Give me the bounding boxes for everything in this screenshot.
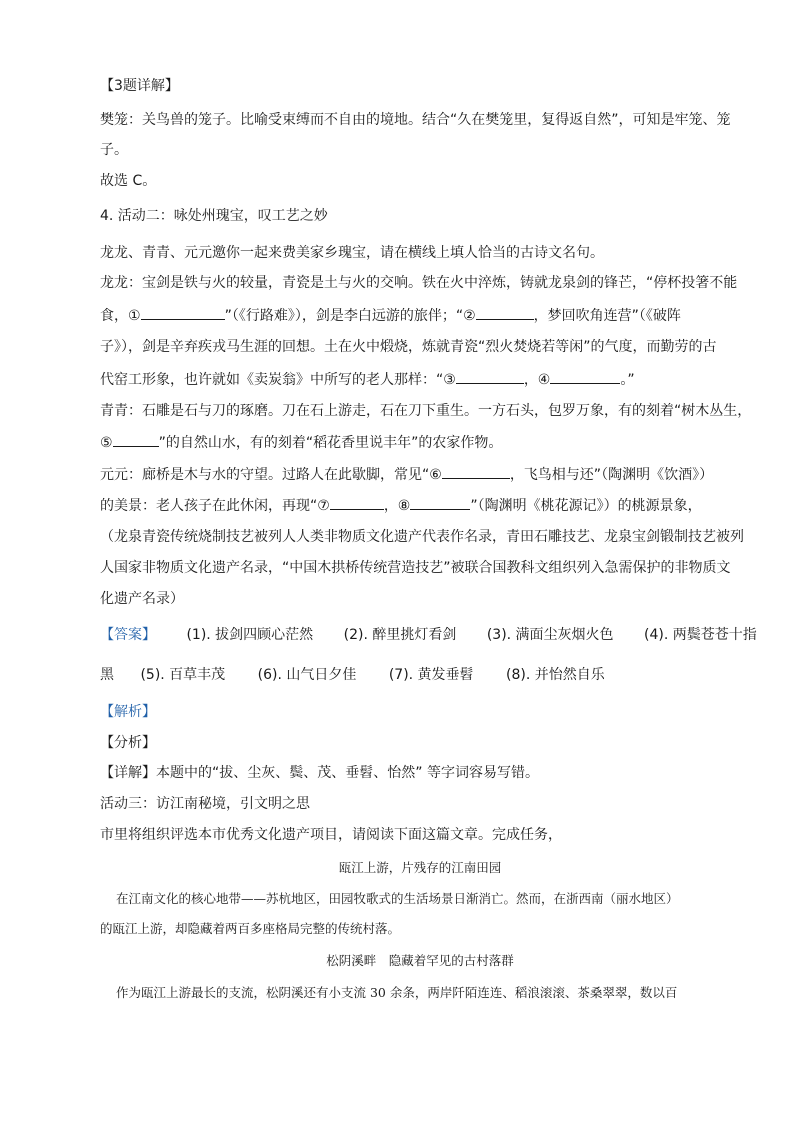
answer-item: (2). 醉里挑灯看剑 <box>343 627 457 643</box>
act3-intro: 市里将组织评选本市优秀文化遗产项目，请阅读下面这篇文章。完成任务， <box>100 827 562 843</box>
answer-item: (6). 山气日夕佳 <box>257 667 357 683</box>
qingqing-line-2 <box>100 432 740 453</box>
longlong-line-1: 龙龙：宝剑是铁与火的较量，青瓷是土与火的交响。铁在火中淬炼，铸就龙泉剑的锋芒，“停杯投箸不能 <box>100 275 738 291</box>
blank-7 <box>330 495 384 510</box>
longlong-line-4 <box>100 369 740 390</box>
explain-line-2: 子。 <box>100 142 128 158</box>
answer-item: (7). 黄发垂髫 <box>388 667 474 683</box>
longlong-line-2 <box>100 305 740 326</box>
yuanyuan-line-1 <box>100 464 740 485</box>
answer-label: 【答案】 <box>100 627 156 643</box>
explain-line-3: 故选 C。 <box>100 173 157 189</box>
article-p2-line-1: 作为瓯江上游最长的支流，松阴溪还有小支流 30 余条，两岸阡陌连连、稻浪滚滚、茶桑翠翠，数以百 <box>116 985 678 1000</box>
answer-item: 黑 <box>100 667 114 683</box>
blank-1 <box>141 305 225 320</box>
text: 。” <box>620 372 635 388</box>
answer-item: (1). 拔剑四顾心茫然 <box>186 627 314 643</box>
detail-text: 本题中的“拔、尘灰、鬓、茂、垂髫、怡然” 等字词容易写错。 <box>156 765 539 781</box>
text: ”（陶渊明《桃花源记》）的桃源景象， <box>470 498 702 514</box>
text: ”的自然山水，有的刻着“稻花香里说丰年”的农家作物。 <box>158 435 503 451</box>
answer-item: (5). 百草丰茂 <box>140 667 226 683</box>
answer-item: (8). 并怡然自乐 <box>506 667 605 683</box>
note-line-2: 人国家非物质文化遗产名录，“中国木拱桥传统营造技艺”被联合国教科文组织列入急需保护的非物质文 <box>100 560 731 576</box>
blank-5 <box>113 432 159 447</box>
blank-6 <box>442 464 510 479</box>
text: ”（《行路难》），剑是李白远游的旅伴；“② <box>224 308 476 324</box>
text: 食，① <box>100 308 141 324</box>
qingqing-line-1: 青青：石雕是石与刀的琢磨。刀在石上游走，石在刀下重生。一方石头，包罗万象，有的刻着“树木丛生， <box>100 403 752 419</box>
answer-line-2 <box>100 665 740 685</box>
text: ，飞鸟相与还”（陶渊明《饮酒》） <box>509 467 714 483</box>
text: ，梦回吹角连营”（《破阵 <box>533 308 681 324</box>
article-subtitle: 松阴溪畔 隐藏着罕见的古村落群 <box>326 953 514 968</box>
fenxi-label: 【分析】 <box>100 735 156 751</box>
article-p1-line-1: 在江南文化的核心地带——苏杭地区，田园牧歌式的生活场景日渐消亡。然而，在浙西南（丽水地区） <box>116 891 679 906</box>
blank-4 <box>550 369 620 384</box>
q4-intro: 龙龙、青青、元元邀你一起来费美家乡瑰宝，请在横线上填人恰当的古诗文名句。 <box>100 245 604 261</box>
text: ⑤ <box>100 435 113 451</box>
article-title: 瓯江上游，片残存的江南田园 <box>338 860 502 875</box>
article-p1-line-2: 的瓯江上游，却隐藏着两百多座格局完整的传统村落。 <box>100 921 401 936</box>
note-line-3: 化遗产名录） <box>100 591 184 607</box>
answer-line-1 <box>100 625 757 645</box>
text: 元元：廊桥是木与水的守望。过路人在此歇脚，常见“⑥ <box>100 467 442 483</box>
analysis-label: 【解析】 <box>100 704 156 720</box>
blank-2 <box>476 305 534 320</box>
text: 代窑工形象，也许就如《卖炭翁》中所写的老人那样：“③ <box>100 372 456 388</box>
detail-label: 【详解】 <box>100 765 156 781</box>
explain-line-1: 樊笼：关鸟兽的笼子。比喻受束缚而不自由的境地。结合“久在樊笼里，复得返自然”，可知是牢笼、笼 <box>100 112 731 128</box>
text: ，⑧ <box>383 498 411 514</box>
text: ，④ <box>523 372 551 388</box>
act3-title: 活动三：访江南秘境，引文明之思 <box>100 796 310 812</box>
answer-item: (4). 两鬓苍苍十指 <box>644 627 757 643</box>
longlong-line-3: 子》），剑是辛弃疾戎马生涯的回想。土在火中煅烧，炼就青瓷“烈火焚烧若等闲”的气度，而勤劳的古 <box>100 339 717 355</box>
blank-8 <box>410 495 470 510</box>
detail-line <box>100 763 740 783</box>
note-line-1: （龙泉青瓷传统烧制技艺被列人人类非物质文化遗产代表作名录，青田石雕技艺、龙泉宝剑锻制技艺被列 <box>100 529 744 545</box>
blank-3 <box>456 369 524 384</box>
yuanyuan-line-2 <box>100 495 740 516</box>
q4-title: 4. 活动二：咏处州瑰宝，叹工艺之妙 <box>100 208 328 224</box>
detail-header: 【3题详解】 <box>100 78 179 94</box>
text: 的美景：老人孩子在此休闲，再现“⑦ <box>100 498 330 514</box>
answer-item: (3). 满面尘灰烟火色 <box>486 627 614 643</box>
